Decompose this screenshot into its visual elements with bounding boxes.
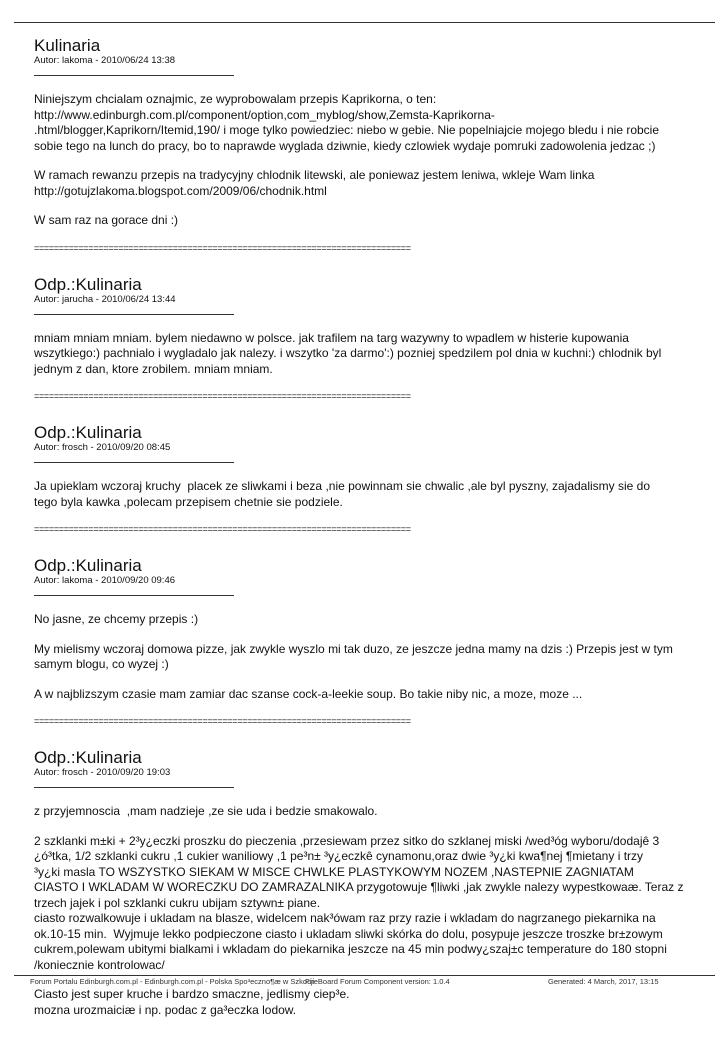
- post-author-date: Autor: frosch - 2010/09/20 19:03: [34, 767, 171, 778]
- post-title: Odp.:Kulinaria: [34, 556, 142, 575]
- footer-component-version: FireBoard Forum Component version: 1.0.4: [305, 977, 450, 986]
- post-author-date: Autor: jarucha - 2010/06/24 13:44: [34, 293, 176, 305]
- post-separator: ============================================================================: [34, 242, 411, 253]
- forum-post: [34, 36, 694, 253]
- post-paragraph: Ciasto jest super kruche i bardzo smaczne, jedlismy ciep³e. mozna urozmaiciæ i np. podac z ga³eczka lodow.: [34, 987, 350, 1017]
- post-paragraph: No jasne, ze chcemy przepis :): [34, 612, 199, 626]
- post-paragraph: 2 szklanki m±ki + 2³y¿eczki proszku do pieczenia ,przesiewam przez sitko do szklanej miski /wed³óg wyboru/dodajê 3 ¿ó³tka, 1/2 szklanki cukru ,1 cukier waniliowy ,1 pe³n± ³y¿eczkê cynamonu,oraz dwie ³y¿ki kwa¶nej ¶mietany i trzy ³y¿ki masla TO WSZYSTKO SIEKAM W MISCE CHWLKE PLASTYKOWYM NOZEM ,NASTEPNIE ZAGNIATAM CIASTO I WKLADAM W WORECZKU DO ZAMRAZALNIKA przygotowuje ¶liwki ,jak zwykle nalezy wypestkowaæ. Teraz z trzech jajek i pol szklanki cukru ubijam sztywn± piane. ciasto rozwalkowuje i ukladam na blasze, widelcem nak³ówam raz przy razie i wkladam do nagrzanego piekarnika na ok.10-15 min. Wyjmuje lekko podpieczone ciasto i ukladam sliwki skórka do dolu, posypuje jeszcze troszke br±zowym cukrem,polewam ubitymi bialkami i wkladam do piekarnika jeszcze na 45 min podwy¿szaj±c temperature do 180 stopni /koniecznie kontrolowac/: [34, 833, 684, 972]
- title-underline: [34, 462, 234, 463]
- forum-post: [34, 275, 694, 402]
- post-separator: ============================================================================: [34, 716, 411, 726]
- post-paragraph: Niniejszym chcialam oznajmic, ze wyprobowalam przepis Kaprikorna, o ten: http://www.edinburgh.com.pl/component/option,com_myblog/show,Zemsta-Kaprikorna- .html/blogger,Kaprikorn/Itemid,190/ i moge tylko powiedziec: niebo w gebie. Nie popelniajcie mojego bledu i nie robcie sobie tego na lunch do pracy, bo to naprawde wyglada dziwnie, kiedy czlowiek wydaje pomruki zadowolenia jedzac ;): [34, 92, 660, 153]
- post-paragraph: W sam raz na gorace dni :): [34, 213, 179, 227]
- post-paragraph: My mielismy wczoraj domowa pizze, jak zwykle wyszlo mi tak duzo, ze jeszcze jedna mamy na dzis :) Przepis jest w tym samym blogu, co wyzej :): [34, 641, 673, 671]
- post-separator: ============================================================================: [34, 391, 411, 401]
- forum-post: [34, 556, 694, 726]
- footer-rule: [14, 975, 715, 976]
- title-underline: [34, 314, 234, 315]
- forum-thread: [34, 36, 694, 1040]
- title-underline: [34, 595, 234, 596]
- post-paragraph: Ja upieklam wczoraj kruchy placek ze sliwkami i beza ,nie powinnam sie chwalic ,ale byl pyszny, zajadalismy sie do tego byla kawka ,polecam przepisem chetnie sie podziele.: [34, 479, 651, 509]
- post-paragraph: mniam mniam mniam. bylem niedawno w polsce. jak trafilem na targ wazywny to wpadlem w histerie kupowania wszytkiego:) pachnialo i wygladalo jak nalezy. i wszytko 'za darmo':) pozniej spedzilem pol dnia w kuchni:) chlodnik byl jednym z dan, ktore zrobilem. mniam mniam.: [34, 330, 662, 376]
- post-paragraph: W ramach rewanzu przepis na tradycyjny chlodnik litewski, ale poniewaz jestem leniwa, wkleje Wam linka http://gotujzlakoma.blogspot.com/2009/06/chodnik.html: [34, 168, 595, 198]
- forum-post: [34, 423, 694, 534]
- title-underline: [34, 787, 234, 788]
- post-author-date: Autor: lakoma - 2010/06/24 13:38: [34, 55, 176, 66]
- footer-site-name: Forum Portalu Edinburgh.com.pl - Edinburgh.com.pl - Polska Spo³eczno¶æ w Szkocji: [30, 977, 315, 986]
- post-title: Odp.:Kulinaria: [34, 274, 142, 294]
- post-author-date: Autor: frosch - 2010/09/20 08:45: [34, 442, 171, 453]
- header-rule: [14, 22, 715, 23]
- footer-generated-date: Generated: 4 March, 2017, 13:15: [548, 977, 659, 986]
- post-title: Odp.:Kulinaria: [34, 748, 142, 767]
- post-title: Kulinaria: [34, 36, 101, 55]
- title-underline: [34, 75, 234, 76]
- post-paragraph: A w najblizszym czasie mam zamiar dac szanse cock-a-leekie soup. Bo takie niby nic, a moze, moze ...: [34, 686, 583, 701]
- post-paragraph: z przyjemnoscia ,mam nadzieje ,ze sie uda i bedzie smakowalo.: [34, 804, 378, 818]
- post-title: Odp.:Kulinaria: [34, 423, 142, 442]
- post-author-date: Autor: lakoma - 2010/09/20 09:46: [34, 575, 176, 586]
- post-separator: ============================================================================: [34, 524, 411, 534]
